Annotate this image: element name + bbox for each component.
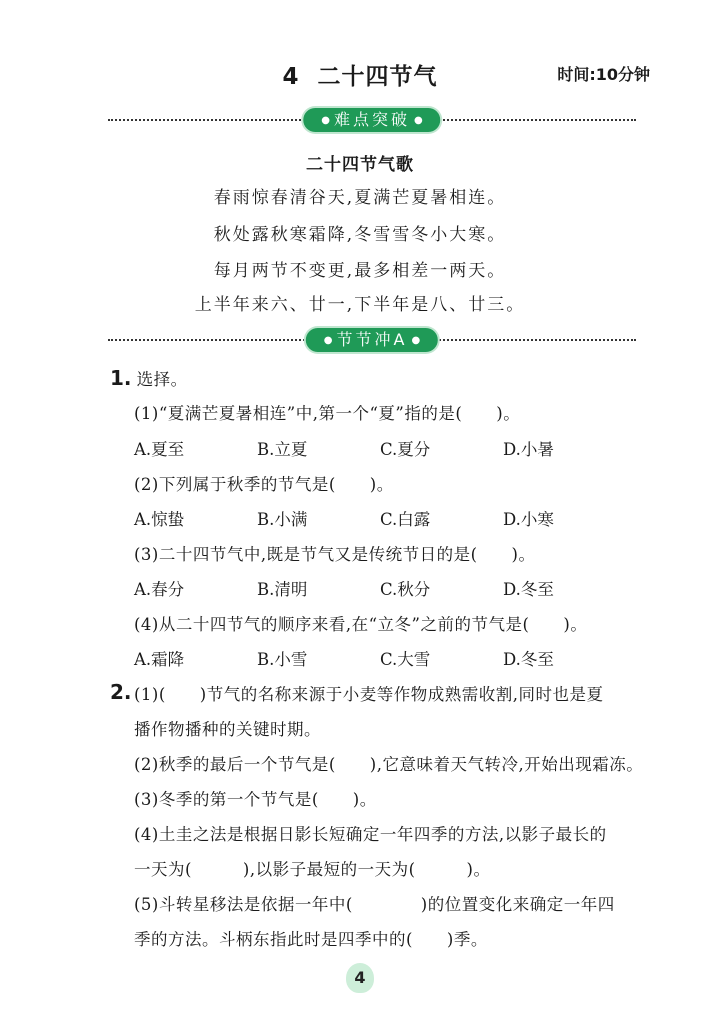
poem-line: 每月两节不变更,最多相差一两天。 (213, 261, 507, 281)
dotted-line-left (108, 339, 312, 341)
question-number: 1. (110, 366, 132, 390)
option-c: C.大雪 (380, 650, 431, 669)
option-a: A.春分 (134, 580, 185, 599)
dotted-line-right (432, 119, 636, 121)
option-d: D.小寒 (503, 510, 554, 529)
question-2-line: 播作物播种的关键时期。 (134, 720, 321, 739)
question-number: 2. (110, 680, 132, 704)
question-2-line: (5)斗转星移法是依据一年中( )的位置变化来确定一年四 (134, 895, 615, 914)
option-b: B.清明 (257, 580, 308, 599)
section-badge-difficulty: ● 难点突破 ● (303, 108, 440, 132)
lesson-name: 二十四节气 (317, 64, 438, 90)
question-1-4-stem: (4)从二十四节气的顺序来看,在“立冬”之前的节气是( )。 (134, 615, 588, 634)
option-b: B.小雪 (257, 650, 308, 669)
question-2-line: (1)( )节气的名称来源于小麦等作物成熟需收割,同时也是夏 (134, 685, 604, 704)
option-b: B.小满 (257, 510, 308, 529)
dotted-line-right (432, 339, 636, 341)
question-prompt: 选择。 (136, 370, 188, 389)
option-a: A.惊蛰 (134, 510, 185, 529)
question-1-header (110, 366, 188, 390)
question-2-line: (4)土圭之法是根据日影长短确定一年四季的方法,以影子最长的 (134, 825, 607, 844)
option-b: B.立夏 (257, 440, 308, 459)
option-c: C.秋分 (380, 580, 431, 599)
lesson-number: 4 (282, 64, 300, 90)
option-a: A.夏至 (134, 440, 185, 459)
time-limit: 时间:10分钟 (557, 65, 650, 84)
poem-title: 二十四节气歌 (306, 155, 414, 175)
option-d: D.冬至 (503, 650, 554, 669)
section-badge-practice: ● 节节冲A ● (306, 328, 438, 352)
dotted-line-left (108, 119, 312, 121)
option-c: C.白露 (380, 510, 431, 529)
option-c: C.夏分 (380, 440, 431, 459)
option-a: A.霜降 (134, 650, 185, 669)
poem-line: 上半年来六、廿一,下半年是八、廿三。 (194, 295, 526, 315)
poem-line: 春雨惊春清谷天,夏满芒夏暑相连。 (213, 188, 507, 208)
section-divider-practice (108, 328, 636, 352)
question-1-3-stem: (3)二十四节气中,既是节气又是传统节日的是( )。 (134, 545, 536, 564)
question-2-line: (3)冬季的第一个节气是( )。 (134, 790, 377, 809)
page-number: 4 (346, 963, 374, 993)
option-d: D.冬至 (503, 580, 554, 599)
question-1-2-stem: (2)下列属于秋季的节气是( )。 (134, 475, 394, 494)
section-divider-difficulty (108, 108, 636, 132)
option-d: D.小暑 (503, 440, 554, 459)
question-1-1-stem: (1)“夏满芒夏暑相连”中,第一个“夏”指的是( )。 (134, 404, 521, 423)
poem-line: 秋处露秋寒霜降,冬雪雪冬小大寒。 (213, 225, 507, 245)
question-2-line: 一天为( ),以影子最短的一天为( )。 (134, 860, 491, 879)
question-2-line: (2)秋季的最后一个节气是( ),它意味着天气转冷,开始出现霜冻。 (134, 755, 644, 774)
question-2-line: 季的方法。斗柄东指此时是四季中的( )季。 (134, 930, 488, 949)
